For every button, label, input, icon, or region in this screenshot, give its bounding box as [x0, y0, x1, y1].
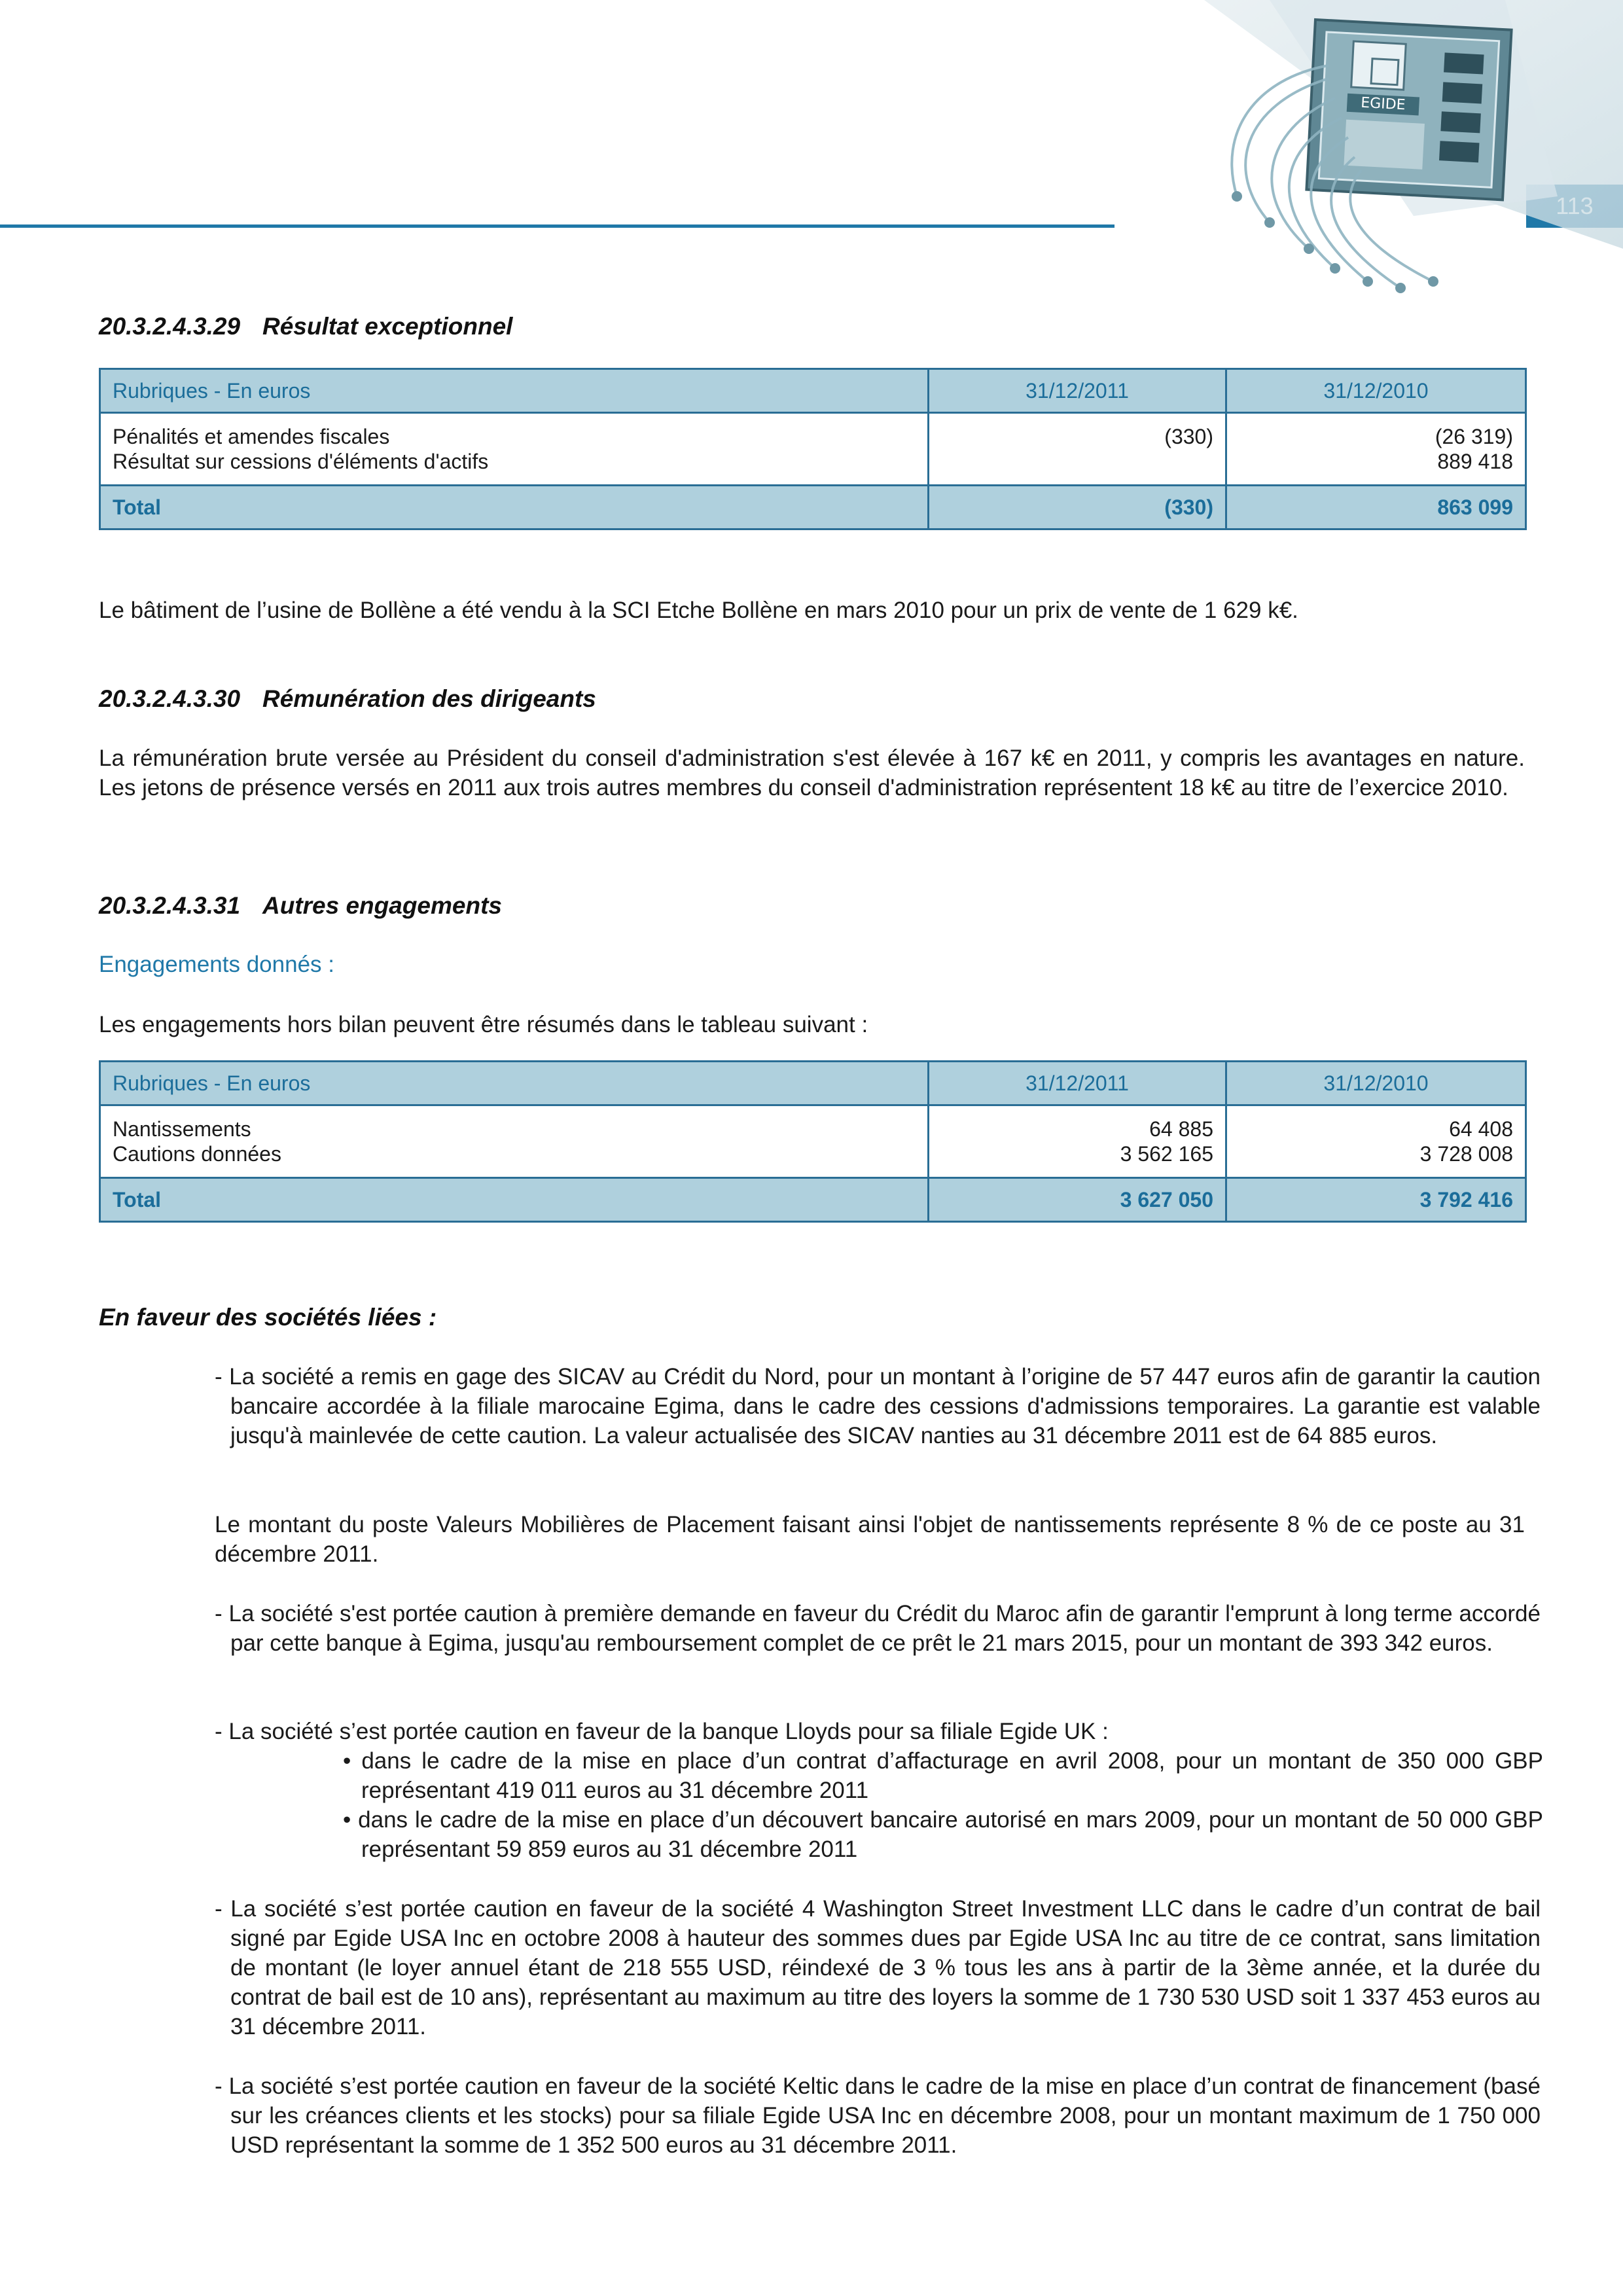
table-cell: [1226, 1105, 1526, 1178]
engagements-subtitle: Engagements donnés :: [99, 952, 334, 977]
section-heading-societes-liees: [99, 1304, 437, 1331]
table-cell: [1226, 413, 1526, 486]
table-cell: [929, 413, 1226, 486]
total-label: Total: [100, 486, 929, 529]
table-header: 31/12/2011: [929, 369, 1226, 413]
cell-value: (330): [1164, 425, 1213, 448]
table-header: Rubriques - En euros: [100, 369, 929, 413]
table-body-row: [100, 413, 1526, 486]
cell-value: 3 562 165: [1120, 1142, 1213, 1166]
total-value: 3 627 050: [929, 1178, 1226, 1222]
table-cell: [100, 413, 929, 486]
row-label: Nantissements: [113, 1117, 251, 1141]
total-label: Total: [100, 1178, 929, 1222]
section-title: Autres engagements: [262, 892, 502, 919]
cell-value: 64 885: [1149, 1117, 1213, 1141]
total-value: (330): [929, 486, 1226, 529]
table-total-row: [100, 486, 1526, 529]
list-item: - La société s’est portée caution en faveur de la banque Lloyds pour sa filiale Egide UK :: [215, 1719, 1109, 1744]
note-bollene: Le bâtiment de l’usine de Bollène a été vendu à la SCI Etche Bollène en mars 2010 pour un prix de vente de 1 629 k€.: [99, 598, 1298, 623]
table-total-row: [100, 1178, 1526, 1222]
table-header-row: [100, 1062, 1526, 1105]
cell-value: [941, 449, 1213, 474]
table-body-row: [100, 1105, 1526, 1178]
header-rule: [0, 224, 1115, 228]
nantissement-paragraph: Le montant du poste Valeurs Mobilières de Placement faisant ainsi l'objet de nantissements représente 8 % de ce poste au 31 décembre 2011.: [215, 1512, 1525, 1567]
table-header-row: [100, 369, 1526, 413]
list-item: - La société s’est portée caution en faveur de la société 4 Washington Street Investment LLC dans le cadre d’un contrat de bail signé par Egide USA Inc en octobre 2008 à hauteur des sommes dues par Egide USA Inc au titre de ce contrat, sans limitation de montant (le loyer annuel étant de 218 555 USD, réindexé de 3 % tous les ans à partir de la 3ème année, et la durée du contrat de bail est de 10 ans), représentant au maximum au titre des loyers la somme de 1 730 530 USD soit 1 337 453 euros au 31 décembre 2011.: [215, 1896, 1541, 2039]
list-item: - La société s’est portée caution en faveur de la société Keltic dans le cadre de la mise en place d’un contrat de financement (basé sur les créances clients et les stocks) pour sa filiale Egide USA Inc en décembre 2008, pour un montant maximum de 1 750 000 USD représentant la somme de 1 352 500 euros au 31 décembre 2011.: [215, 2073, 1541, 2158]
section-number: 20.3.2.4.3.29: [99, 313, 241, 340]
table-engagements: [99, 1060, 1527, 1223]
section-number: 20.3.2.4.3.30: [99, 685, 241, 712]
logo-text: EGIDE: [1360, 94, 1406, 114]
cell-value: 889 418: [1437, 450, 1513, 473]
list-item: - La société a remis en gage des SICAV au Crédit du Nord, pour un montant à l’origine de 57 447 euros afin de garantir la caution bancaire accordée à la filiale marocaine Egima, dans le cadre des cessions d'admissions temporaires. La garantie est valable jusqu'à mainlevée de cette caution. La valeur actualisée des SICAV nanties au 31 décembre 2011 est de 64 885 euros.: [215, 1364, 1541, 1448]
section-heading-31: [99, 892, 502, 920]
table-cell: [929, 1105, 1226, 1178]
section-heading-30: [99, 685, 596, 713]
row-label: Cautions données: [113, 1142, 281, 1166]
table-cell: [100, 1105, 929, 1178]
row-label: Résultat sur cessions d'éléments d'actifs: [113, 450, 489, 473]
list-item: - La société s'est portée caution à première demande en faveur du Crédit du Maroc afin de garantir l'emprunt à long terme accordé par cette banque à Egima, jusqu'au remboursement complet de ce prêt le 21 mars 2015, pour un montant de 393 342 euros.: [215, 1601, 1541, 1656]
cell-value: 64 408: [1449, 1117, 1513, 1141]
table-header: 31/12/2011: [929, 1062, 1226, 1105]
table-resultat-exceptionnel: [99, 368, 1527, 530]
egide-chip-logo: [1165, 0, 1623, 321]
total-value: 3 792 416: [1226, 1178, 1526, 1222]
total-value: 863 099: [1226, 486, 1526, 529]
section-heading-29: [99, 313, 512, 340]
sub-list-item: • dans le cadre de la mise en place d’un découvert bancaire autorisé en mars 2009, pour un montant de 50 000 GBP représentant 59 859 euros au 31 décembre 2011: [343, 1807, 1543, 1862]
cell-value: 3 728 008: [1419, 1142, 1513, 1166]
section-title: Résultat exceptionnel: [262, 313, 513, 340]
section-number: 20.3.2.4.3.31: [99, 892, 241, 919]
section-title: En faveur des sociétés liées :: [99, 1304, 437, 1331]
engagements-intro: Les engagements hors bilan peuvent être résumés dans le tableau suivant :: [99, 1012, 868, 1037]
sub-list-item: • dans le cadre de la mise en place d’un contrat d’affacturage en avril 2008, pour un montant de 350 000 GBP représentant 419 011 euros au 31 décembre 2011: [343, 1748, 1543, 1803]
cell-value: (26 319): [1435, 425, 1513, 448]
section-title: Rémunération des dirigeants: [262, 685, 596, 712]
remuneration-text: La rémunération brute versée au Président du conseil d'administration s'est élevée à 167 k€ en 2011, y compris les avantages en nature. Les jetons de présence versés en 2011 aux trois autres membres du conseil d'administration représentent 18 k€ au titre de l’exercice 2010.: [99, 745, 1525, 800]
table-header: Rubriques - En euros: [100, 1062, 929, 1105]
row-label: Pénalités et amendes fiscales: [113, 425, 390, 448]
table-header: 31/12/2010: [1226, 1062, 1526, 1105]
table-header: 31/12/2010: [1226, 369, 1526, 413]
